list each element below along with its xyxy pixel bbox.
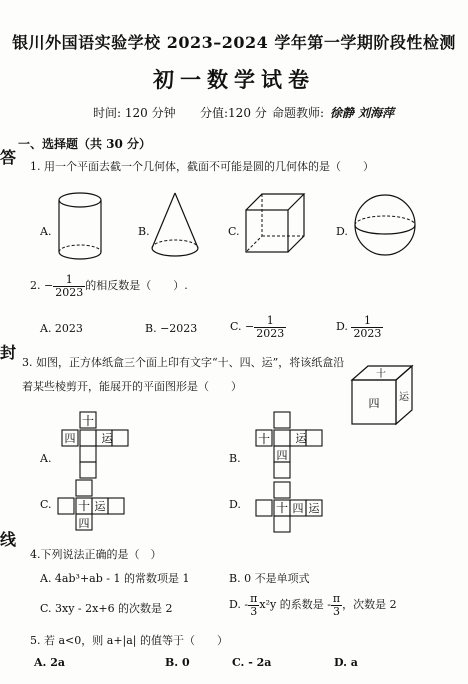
q4-option-a: A. 4ab³+ab - 1 的常数项是 1 <box>40 572 190 585</box>
net-c-si: 四 <box>78 517 90 530</box>
net-c-yun: 运 <box>94 500 106 513</box>
q2-minus: − <box>44 279 54 292</box>
margin-mark-xian: 线 <box>0 530 17 549</box>
sphere-icon <box>352 192 418 258</box>
q2-fraction <box>53 274 85 299</box>
q2-option-c-fraction <box>254 315 286 340</box>
q4-option-d-tail: ，次数是 2 <box>342 598 397 611</box>
net-a-yun: 运 <box>101 432 113 445</box>
net-b-si: 四 <box>276 449 288 462</box>
exam-score: 分值:120 分 <box>200 106 267 120</box>
q2-option-d-fraction <box>351 315 383 340</box>
q2-option-d <box>336 312 383 342</box>
q5-option-b: B. 0 <box>165 656 190 669</box>
exam-title: 银川外国语实验学校 2023–2024 学年第一学期阶段性检测 <box>12 33 456 52</box>
q2-fraction-den: 2023 <box>55 285 84 299</box>
q2-option-d-label: D. <box>336 320 348 333</box>
q3-stem-line2: 着某些棱剪开，能展开的平面图形是（ ） <box>22 380 242 393</box>
exam-subtitle: 初一数学试卷 <box>153 67 315 92</box>
net-d-si: 四 <box>292 502 304 515</box>
q5-option-d: D. a <box>334 656 358 669</box>
q2-stem-tail: 的相反数是（ ）. <box>85 279 188 292</box>
cube-label-yun: 运 <box>399 392 409 403</box>
q4-option-d-label: D. - <box>229 598 249 611</box>
q3-option-d: D. <box>229 498 241 511</box>
q5-stem: 5. 若 a<0，则 a+|a| 的值等于（ ） <box>30 634 228 647</box>
q5-option-a: A. 2a <box>34 656 65 669</box>
q1-option-b: B. <box>138 225 150 238</box>
net-b-shi: 十 <box>257 432 271 446</box>
q2-option-c-num: 1 <box>254 315 286 328</box>
q3-net-a <box>60 410 130 480</box>
q4-option-d-frac2-num: π <box>332 591 341 605</box>
net-d-yun: 运 <box>308 502 320 515</box>
cylinder-icon <box>55 190 105 262</box>
q4-option-d <box>229 590 397 620</box>
q4-option-c: C. 3xy - 2x+6 的次数是 2 <box>40 602 173 615</box>
q1-option-a: A. <box>40 225 52 238</box>
q2-option-c-label: C. − <box>230 320 255 333</box>
cube-label-shi: 十 <box>376 369 386 380</box>
q3-option-a: A. <box>40 452 52 465</box>
q1-option-d: D. <box>336 225 348 238</box>
q2-option-b: B. −2023 <box>145 322 198 335</box>
net-a-si: 四 <box>64 432 76 445</box>
q2-option-c-den: 2023 <box>256 326 285 340</box>
net-a-shi: 十 <box>81 414 95 428</box>
q1-stem: 1. 用一个平面去截一个几何体，截面不可能是圆的几何体的是（ ） <box>30 160 374 173</box>
q3-stem-line1: 3. 如图，正方体纸盒三个面上印有文字“十、四、运”，将该纸盒沿 <box>22 356 345 369</box>
q2-option-c <box>230 312 286 342</box>
margin-mark-da: 答 <box>0 148 17 167</box>
net-d-shi: 十 <box>275 501 289 515</box>
section-title: 一、选择题（共 30 分） <box>18 137 152 151</box>
q2-option-d-den: 2023 <box>353 326 382 340</box>
q2-number: 2. <box>30 279 41 292</box>
q3-option-b: B. <box>229 452 241 465</box>
q3-net-c <box>56 478 128 538</box>
q4-option-d-frac2-den: 3 <box>333 604 341 618</box>
q4-option-b: B. 0 不是单项式 <box>229 572 310 585</box>
q2-stem <box>30 271 188 301</box>
margin-mark-feng: 封 <box>0 343 17 362</box>
q4-option-d-frac1-num: π <box>250 591 258 605</box>
cube-label-si: 四 <box>368 397 380 410</box>
q2-option-a: A. 2023 <box>40 322 83 335</box>
q4-option-d-frac1-den: 3 <box>250 604 258 618</box>
teacher-label: 命题教师: <box>272 106 325 120</box>
q4-option-d-frac2 <box>331 593 342 618</box>
q4-option-d-mid: x²y 的系数是 - <box>259 598 331 611</box>
q5-option-c: C. - 2a <box>232 656 272 669</box>
q3-net-b <box>254 410 324 480</box>
net-b-yun: 运 <box>295 432 307 445</box>
net-c-shi: 十 <box>77 499 91 513</box>
q3-net-d <box>254 480 326 540</box>
q2-option-d-num: 1 <box>351 315 383 328</box>
q3-option-c: C. <box>40 498 52 511</box>
q4-option-d-frac1 <box>248 593 259 618</box>
q2-fraction-num: 1 <box>53 274 85 287</box>
exam-time: 时间: 120 分钟 <box>93 106 176 120</box>
q3-cube-figure <box>350 364 414 426</box>
q4-stem: 4.下列说法正确的是（ ） <box>30 548 162 561</box>
cube-icon <box>242 190 308 258</box>
cone-icon <box>148 190 202 262</box>
q1-option-c: C. <box>228 225 240 238</box>
teacher-names: 徐静 刘海萍 <box>330 106 395 120</box>
